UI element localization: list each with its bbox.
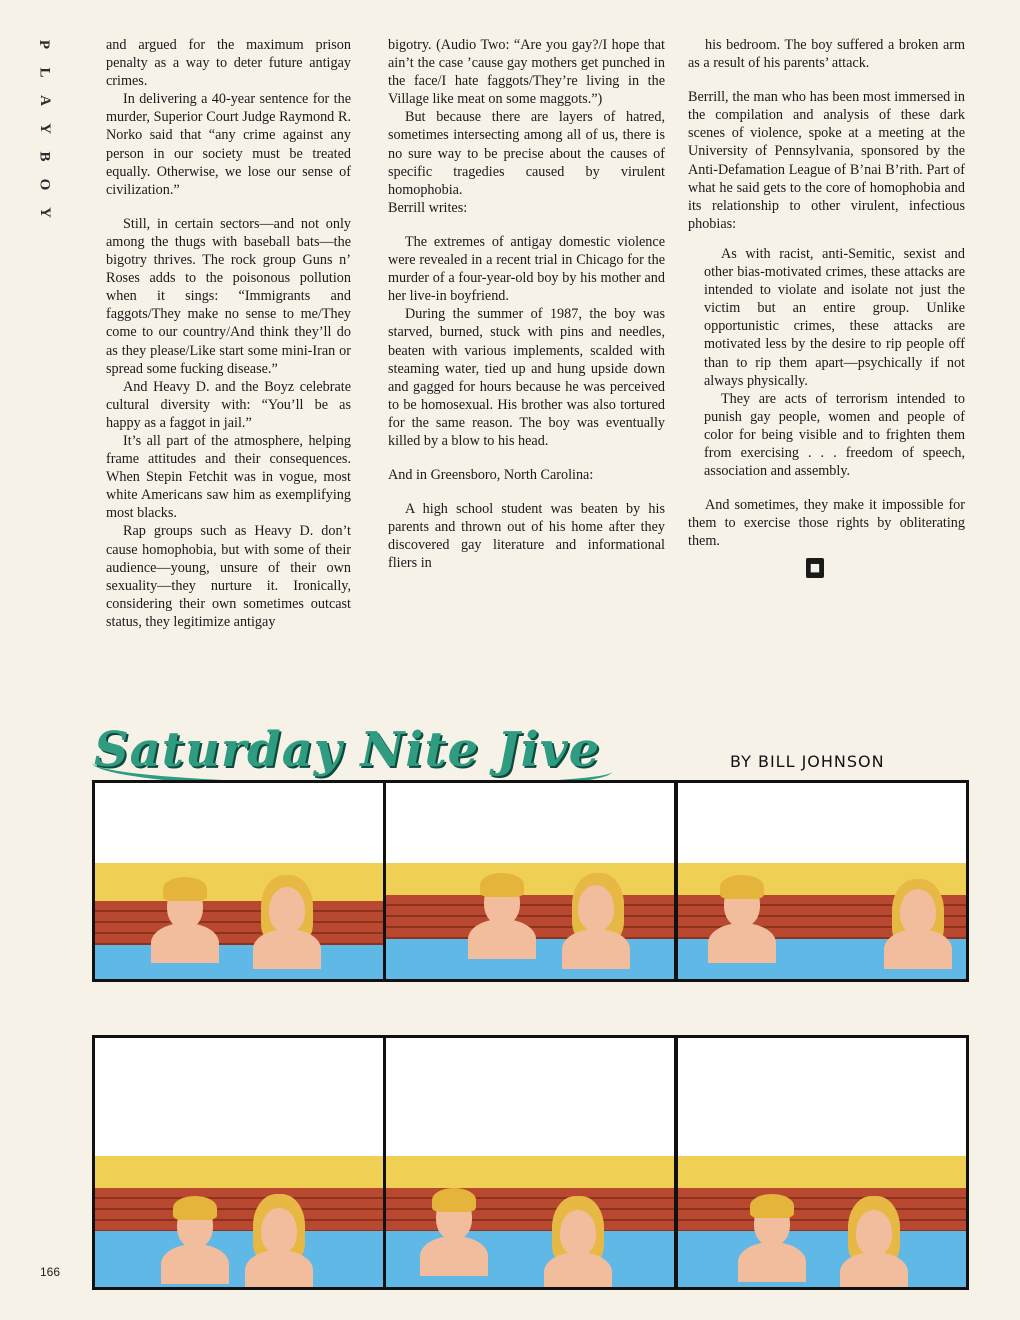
logo-letter: B bbox=[36, 151, 53, 162]
husband-hair bbox=[720, 875, 764, 899]
article-column-2 bbox=[388, 36, 665, 573]
paragraph: And sometimes, they make it impossible for them to exercise those rights by obliterating them. bbox=[688, 497, 965, 550]
wife-head bbox=[261, 1208, 297, 1254]
paragraph: And in Greensboro, North Carolina: bbox=[388, 467, 594, 484]
wife-torso bbox=[253, 929, 321, 969]
comic-panel-5 bbox=[383, 1035, 677, 1290]
page-number: 166 bbox=[40, 1265, 61, 1279]
logo-letter: P bbox=[36, 39, 53, 50]
paragraph: and argued for the maximum prison penalty as a way to deter future antigay crimes. bbox=[106, 37, 351, 90]
husband-hair bbox=[432, 1188, 476, 1212]
wife-torso bbox=[245, 1250, 313, 1290]
quote-paragraph: As with racist, anti-Semitic, sexist and other bias-motivated crimes, these attacks are intended to violate and isolate not just the victim but an entire group. Unlike opportunistic crimes, these attacks are motivated less by the desire to rip people off than to rip them apart—psychically if not always physically. bbox=[704, 245, 965, 389]
wife-torso bbox=[840, 1252, 908, 1290]
logo-letter: Y bbox=[36, 207, 53, 218]
husband-hair bbox=[173, 1196, 217, 1220]
logo-letter: Y bbox=[36, 123, 53, 134]
paragraph: In delivering a 40-year sentence for the murder, Superior Court Judge Raymond R. Norko said that “any crime against any person in our society must be treated equally. Otherwise, we lose our sense of civilization.” bbox=[106, 91, 351, 198]
paragraph: Rap groups such as Heavy D. don’t cause homophobia, but with some of their audience—young, unsure of their own sexuality—they nurture it. Ironically, considering their own sometimes outcast status, they legitimize antigay bbox=[106, 523, 351, 630]
husband-torso bbox=[738, 1242, 806, 1282]
magazine-side-logo bbox=[26, 36, 62, 221]
hot-tub-water bbox=[95, 945, 383, 979]
logo-letter: A bbox=[36, 95, 53, 106]
comic-panel-3 bbox=[675, 780, 969, 982]
husband-torso bbox=[708, 923, 776, 963]
husband-hair bbox=[480, 873, 524, 897]
comic-panel-4 bbox=[92, 1035, 386, 1290]
husband-torso bbox=[420, 1236, 488, 1276]
husband-hair bbox=[163, 877, 207, 901]
hot-tub-water bbox=[678, 1231, 966, 1287]
paragraph: Berrill, the man who has been most immersed in the compilation and analysis of these dark scenes of violence, spoke at a meeting at the University of Pennsylvania, sponsored by the Anti-Defamation League of B’nai B’rith. Part of what he said gets to the core of homophobia and its relationship to other virulent, infectious phobias: bbox=[688, 89, 965, 232]
wife-head bbox=[578, 885, 614, 931]
paragraph: And Heavy D. and the Boyz celebrate cultural diversity with: “You’ll be as happy as a faggot in jail.” bbox=[106, 378, 351, 431]
logo-letter: L bbox=[36, 67, 53, 78]
comic-panel-6 bbox=[675, 1035, 969, 1290]
logo-letter: O bbox=[36, 178, 53, 191]
hot-tub-water bbox=[95, 1231, 383, 1287]
comic-title: Saturday Nite Jive bbox=[94, 722, 601, 778]
husband-torso bbox=[151, 923, 219, 963]
paragraph: bigotry. (Audio Two: “Are you gay?/I hope that ain’t the case ’cause gay mothers get punched in the face/I hate faggots/They’re living in the Village like meat on some maggots.”) bbox=[388, 37, 665, 108]
wife-head bbox=[856, 1210, 892, 1256]
wife-torso bbox=[562, 929, 630, 969]
wife-head bbox=[269, 887, 305, 933]
husband-hair bbox=[750, 1194, 794, 1218]
wife-torso bbox=[544, 1252, 612, 1290]
paragraph: But because there are layers of hatred, sometimes intersecting among all of us, there is no sure way to be precise about the causes of specific tragedies caused by virulent homophobia. bbox=[388, 109, 665, 198]
paragraph: Berrill writes: bbox=[388, 199, 468, 216]
wife-head bbox=[560, 1210, 596, 1256]
paragraph: It’s all part of the atmosphere, helping frame attitudes and their consequences. When Stepin Fetchit was in vogue, most white Americans saw him as exemplifying most blacks. bbox=[106, 432, 351, 522]
paragraph: Still, in certain sectors—and not only among the thugs with baseball bats—the bigotry thrives. The rock group Guns n’ Roses adds to the poisonous pollution when it sings: “Immigrants and faggots/They make no sense to me/They come to our country/And think they’ll do as they please/Like start some mini-Iran or spread some fucking disease.” bbox=[106, 215, 351, 377]
paragraph: his bedroom. The boy suffered a broken arm as a result of his parents’ attack. bbox=[688, 37, 965, 72]
quote-paragraph: They are acts of terrorism intended to punish gay people, women and people of color for being visible and to frighten them from exercising . . . freedom of speech, association and assembly. bbox=[704, 390, 965, 480]
comic-panel-2 bbox=[383, 780, 677, 982]
article-column-3 bbox=[688, 36, 965, 578]
rabbit-head-end-mark-icon: ■ bbox=[806, 558, 824, 578]
wife-torso bbox=[884, 929, 952, 969]
block-quote: A high school student was beaten by his parents and thrown out of his home after they discovered gay literature and informational fliers in bbox=[388, 501, 665, 572]
husband-torso bbox=[468, 919, 536, 959]
block-quote bbox=[688, 245, 965, 480]
husband-torso bbox=[161, 1244, 229, 1284]
hot-tub-deck bbox=[95, 901, 383, 949]
block-quote: During the summer of 1987, the boy was starved, burned, stuck with pins and needles, beaten with various implements, scalded with steaming water, tied up and hung upside down and gagged for hours because he was perceived to be homosexual. His brother was also tortured for the same reason. The boy was eventually killed by a blow to his head. bbox=[388, 306, 665, 449]
comic-byline: BY BILL JOHNSON bbox=[730, 752, 885, 771]
block-quote: The extremes of antigay domestic violence were revealed in a recent trial in Chicago for the murder of a four-year-old boy by his mother and her live-in boyfriend. bbox=[388, 233, 665, 305]
article-column-1 bbox=[106, 36, 351, 631]
comic-panel-1 bbox=[92, 780, 386, 982]
